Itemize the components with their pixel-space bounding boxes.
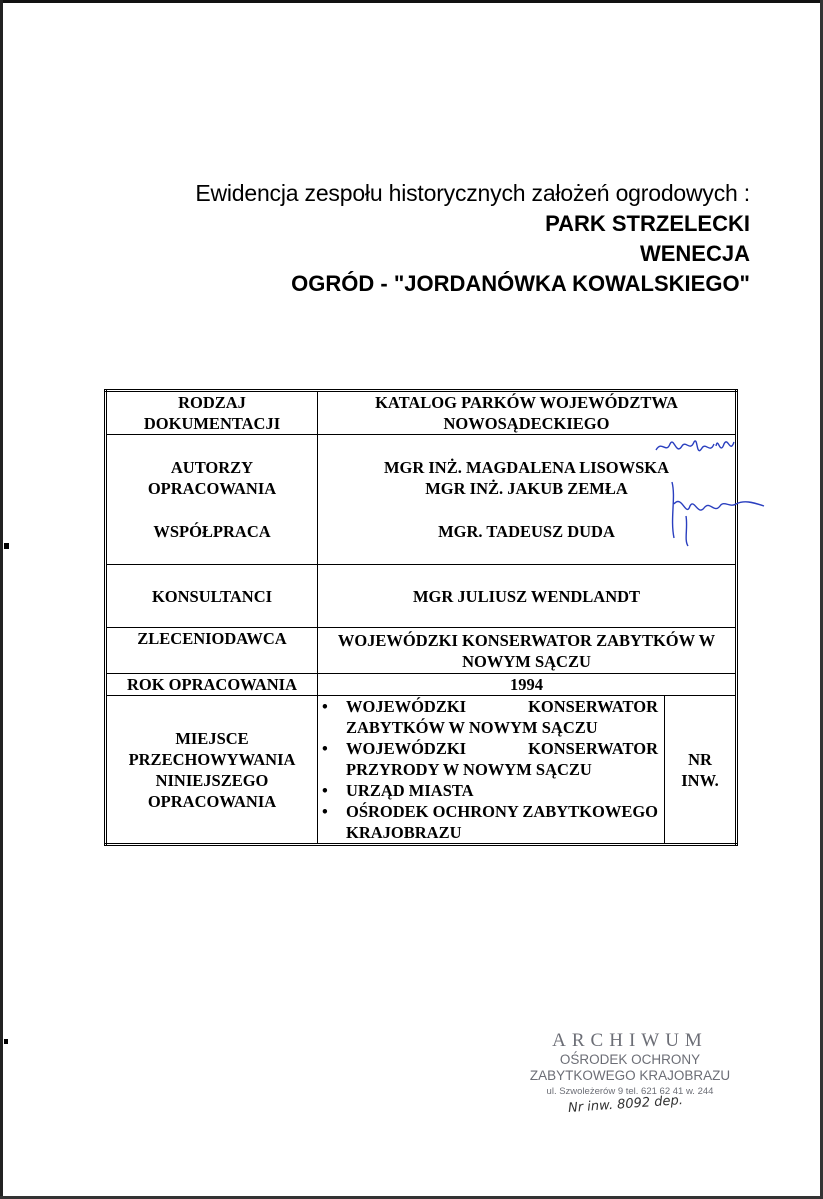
- document-subtitle: Ewidencja zespołu historycznych założeń ogrodowych :: [195, 180, 750, 206]
- stamp-line-address: ul. Szwoleżerów 9 tel. 621 62 41 w. 244: [546, 1086, 714, 1097]
- row-document-type: [106, 391, 737, 435]
- value-storage-cell: [318, 696, 665, 845]
- scan-speck: [4, 1039, 8, 1044]
- stamp-line-archive: ARCHIWUM: [552, 1030, 708, 1051]
- label-document-type: RODZAJ DOKUMENTACJI: [106, 391, 318, 435]
- storage-place: • URZĄD MIASTA: [318, 780, 658, 801]
- value-consultants: MGR JULIUSZ WENDLANDT: [318, 565, 737, 628]
- label-authors: AUTORZY OPRACOWANIA: [147, 458, 277, 498]
- value-year: 1994: [318, 674, 737, 696]
- stamp-line-institution: OŚRODEK OCHRONY: [559, 1052, 701, 1067]
- scan-edge-left: [0, 0, 3, 1199]
- row-authors: [106, 435, 737, 565]
- storage-place: • WOJEWÓDZKI KONSERWATOR ZABYTKÓW W NOWYM SĄCZU: [318, 696, 658, 738]
- label-consultants: KONSULTANCI: [106, 565, 318, 628]
- handwritten-inventory-number: Nr inw. 8092 dep.: [567, 1093, 684, 1116]
- label-cooperation: WSPÓŁPRACA: [153, 522, 271, 541]
- author-1: MGR INŻ. MAGDALENA LISOWSKA: [383, 458, 670, 477]
- storage-list: [318, 696, 658, 843]
- row-storage: [106, 696, 737, 845]
- row-consultants: [106, 565, 737, 628]
- row-commissioner: [106, 628, 737, 674]
- label-storage: MIEJSCE PRZECHOWYWANIA NINIEJSZEGO OPRACOWANIA: [106, 696, 318, 845]
- label-year: ROK OPRACOWANIA: [106, 674, 318, 696]
- park-name-1: PARK STRZELECKI: [545, 211, 750, 236]
- row-year: [106, 674, 737, 696]
- signature-lisowska: [652, 432, 742, 462]
- storage-place: • WOJEWÓDZKI KONSERWATOR PRZYRODY W NOWYM SĄCZU: [318, 738, 658, 780]
- cooperator: MGR. TADEUSZ DUDA: [438, 522, 615, 541]
- storage-place: • OŚRODEK OCHRONY ZABYTKOWEGO KRAJOBRAZU: [318, 801, 658, 843]
- author-2: MGR INŻ. JAKUB ZEMŁA: [425, 479, 628, 498]
- scan-edge-top: [0, 0, 823, 3]
- document-header: [60, 178, 750, 299]
- signature-zemla: [664, 478, 774, 550]
- value-document-type: KATALOG PARKÓW WOJEWÓDZTWA NOWOSĄDECKIEGO: [318, 391, 737, 435]
- label-commissioner: ZLECENIODAWCA: [106, 628, 318, 674]
- spacer: [113, 499, 311, 521]
- park-name-3: OGRÓD - "JORDANÓWKA KOWALSKIEGO": [291, 271, 750, 296]
- label-authors-cell: [106, 435, 318, 565]
- inventory-number-cell: NR INW.: [665, 696, 737, 845]
- park-name-2: WENECJA: [639, 241, 750, 266]
- scan-speck: [4, 543, 9, 549]
- archive-stamp: [515, 1030, 745, 1099]
- stamp-line-landscape: ZABYTKOWEGO KRAJOBRAZU: [529, 1068, 731, 1083]
- value-commissioner: WOJEWÓDZKI KONSERWATOR ZABYTKÓW W NOWYM SĄCZU: [318, 628, 737, 674]
- document-info-table: [104, 389, 738, 846]
